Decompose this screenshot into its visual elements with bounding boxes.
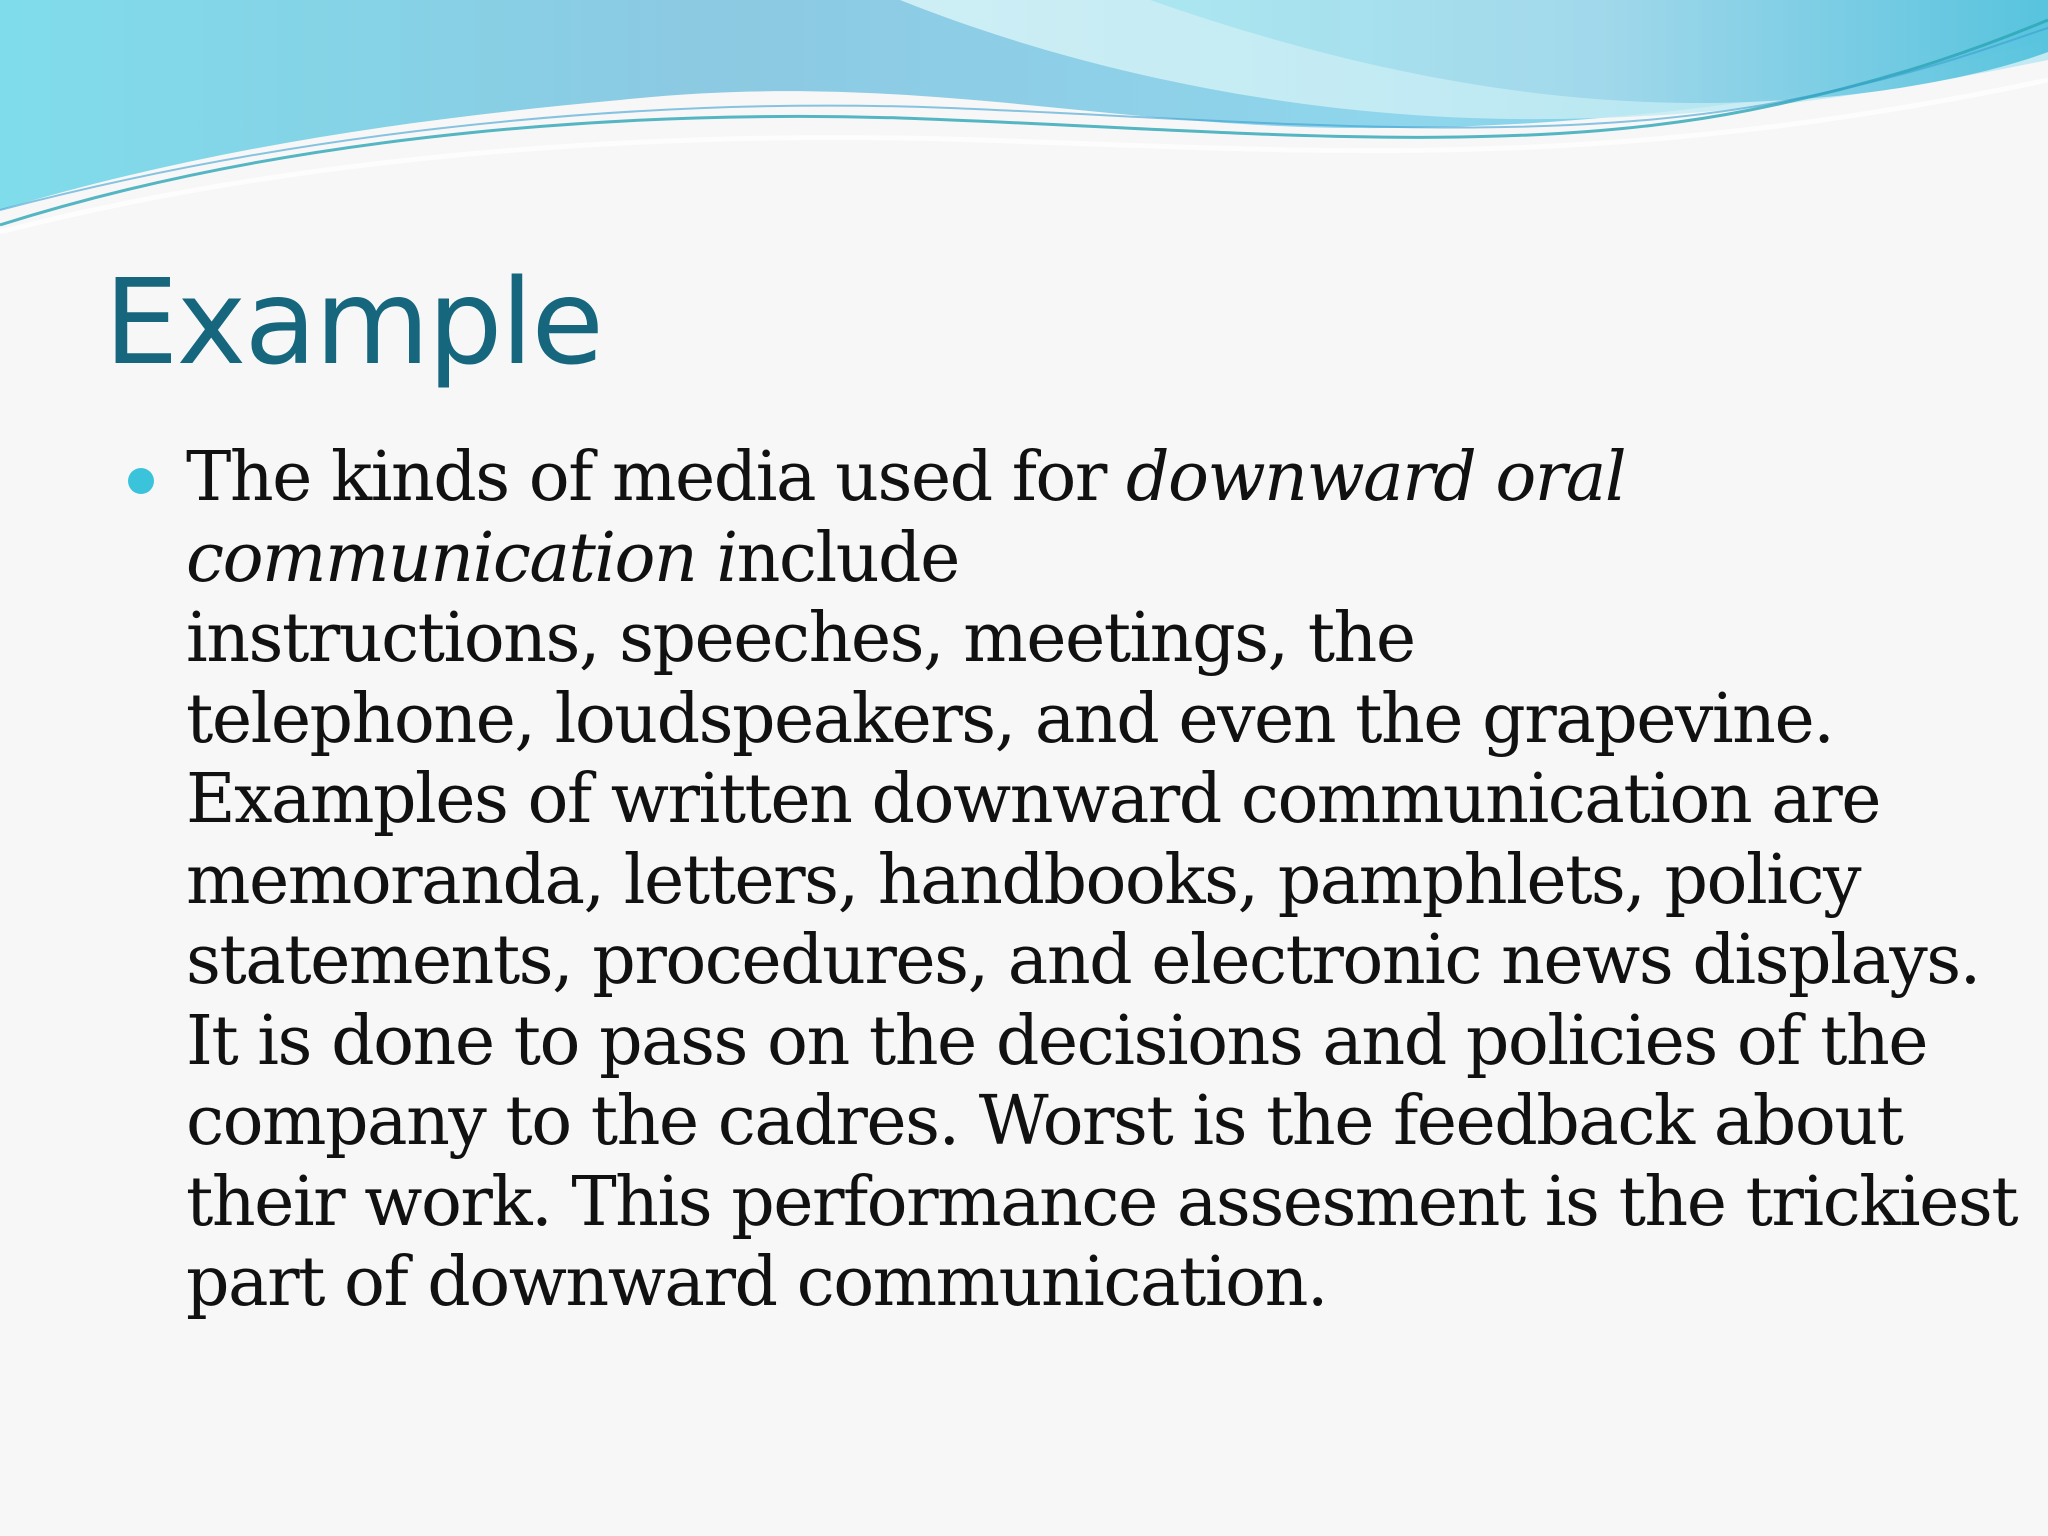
text-segment: nclude <box>736 518 959 598</box>
text-line-9: company to the cadres. Worst is the feedback about <box>186 1082 1903 1161</box>
text-line-11: part of downward communication. <box>186 1243 1327 1322</box>
bullet-item <box>128 438 2018 1324</box>
text-line-3: instructions, speeches, meetings, the <box>186 599 1415 678</box>
italic-term: communication i <box>186 518 737 598</box>
slide-content <box>128 438 2018 1324</box>
italic-term: downward oral <box>1125 438 1626 517</box>
text-line-10: their work. This performance assesment is the trickiest <box>186 1162 2018 1242</box>
text-segment: The kinds of media used for <box>186 438 1126 517</box>
text-line-4: telephone, loudspeakers, and even the grapevine. <box>186 679 1834 759</box>
bullet-dot-icon <box>128 468 154 494</box>
text-line-2 <box>186 519 1988 600</box>
text-line-5: Examples of written downward communication are <box>186 760 1881 839</box>
text-line-8: It is done to pass on the decisions and policies of the <box>186 1001 1927 1081</box>
text-line-1 <box>186 438 1988 519</box>
slide-title: Example <box>104 253 602 391</box>
header-wave-decoration <box>0 0 2048 240</box>
text-line-6: memoranda, letters, handbooks, pamphlets, policy <box>186 840 1860 920</box>
text-line-7: statements, procedures, and electronic news displays. <box>186 921 1980 1000</box>
